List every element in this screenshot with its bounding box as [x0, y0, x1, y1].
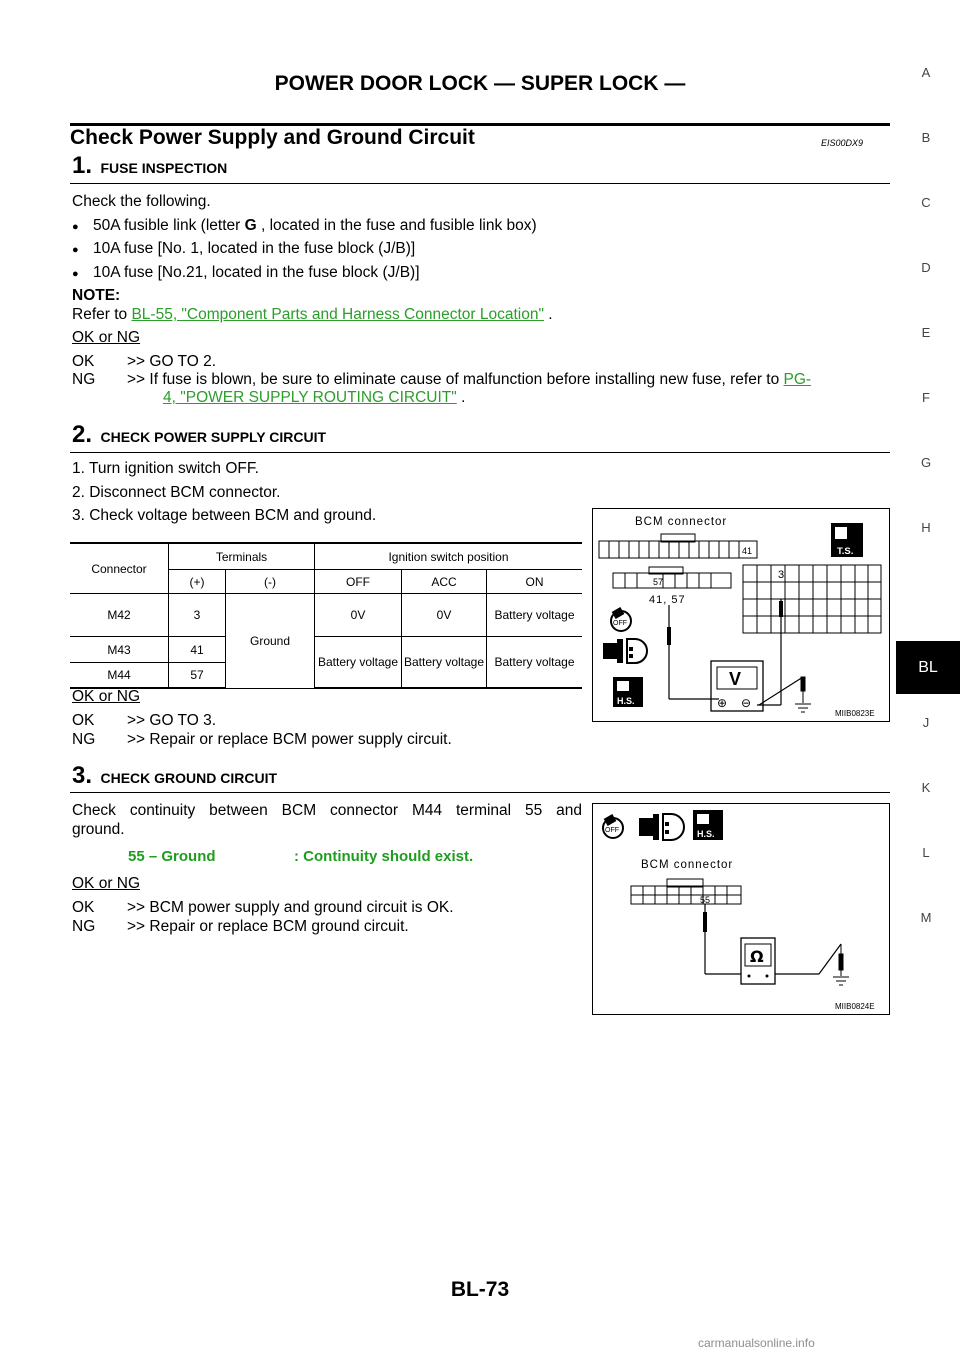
step-1-intro: Check the following.: [72, 193, 211, 210]
side-tab-k[interactable]: K: [921, 780, 931, 795]
ok-label: OK: [72, 712, 95, 729]
note-label: NOTE:: [72, 287, 121, 304]
table-header-ignition: Ignition switch position: [315, 543, 583, 570]
probe-wires: [705, 904, 841, 974]
bullet-dot-icon: ●: [72, 221, 79, 233]
probe-tip: [779, 601, 783, 617]
page-number: BL-73: [450, 1278, 510, 1301]
side-tab-c[interactable]: C: [921, 195, 931, 210]
side-tab-e[interactable]: E: [921, 325, 931, 340]
table-cell-acc: Battery voltage: [402, 637, 487, 689]
side-tab-b[interactable]: B: [921, 130, 931, 145]
ng-label: NG: [72, 371, 96, 388]
ohmmeter: [741, 938, 775, 984]
ignition-off-icon: [603, 814, 623, 838]
bullet-text-post: , located in the fuse and fusible link box): [256, 217, 537, 234]
table-cell-off: 0V: [315, 594, 402, 637]
ignition-off-text: OFF: [605, 827, 619, 834]
note-prefix: Refer to: [72, 306, 132, 323]
side-tab-f[interactable]: F: [922, 390, 930, 405]
table-row: [70, 594, 582, 637]
step-1-heading: [72, 152, 227, 180]
step-title: FUSE INSPECTION: [100, 160, 228, 176]
bullet-text: 10A fuse [No. 1, located in the fuse block (J/B)]: [92, 240, 416, 257]
table-header-row: [70, 543, 582, 570]
ground-symbol-icon: [833, 944, 849, 985]
step-2-item-2: 2. Disconnect BCM connector.: [72, 484, 281, 501]
bullet-item: [72, 264, 420, 282]
ng-result: [72, 918, 409, 936]
side-tab-h[interactable]: H: [921, 520, 931, 535]
harness-side-text: H.S.: [697, 829, 715, 839]
table-cell-terminal: 3: [169, 594, 226, 637]
table-cell-on: Battery voltage: [487, 637, 583, 689]
disconnect-connector-icon: [639, 814, 684, 840]
table-header-on: ON: [487, 570, 583, 594]
pins-label: 41, 57: [649, 594, 686, 606]
table-cell-acc: 0V: [402, 594, 487, 637]
diagram-title: BCM connector: [641, 859, 734, 871]
figure-code: MIIB0823E: [835, 709, 875, 718]
side-tab-g[interactable]: G: [920, 455, 932, 470]
table-header-terminals: Terminals: [169, 543, 315, 570]
step-3-text-line-2: ground.: [72, 821, 125, 838]
pin-41-label: 41: [742, 546, 753, 556]
bullet-item: [72, 240, 415, 258]
ohmmeter-symbol: Ω: [750, 947, 764, 966]
step-number: 3.: [72, 762, 93, 789]
step-3-text-line-1: Check continuity between BCM connector M44 terminal 55 and: [72, 802, 582, 819]
table-cell-connector: M43: [70, 637, 169, 663]
bullet-text: 10A fuse [No.21, located in the fuse block (J/B)]: [92, 264, 420, 281]
bullet-text-pre: 50A fusible link (letter: [92, 217, 245, 234]
table-header-connector: Connector: [70, 543, 169, 594]
step-title: CHECK POWER SUPPLY CIRCUIT: [100, 429, 327, 445]
bcm-voltage-diagram: [593, 509, 889, 721]
ok-label: OK: [72, 899, 95, 916]
table-cell-ground: Ground: [226, 594, 315, 689]
connector-upper: [599, 534, 757, 558]
harness-side-text: H.S.: [617, 696, 635, 706]
section-title: Check Power Supply and Ground Circuit: [70, 126, 475, 149]
note-text: [72, 306, 553, 324]
voltage-spec-table: [70, 542, 582, 689]
section-code: EIS00DX9: [821, 138, 864, 148]
terminal-side-icon: [831, 523, 863, 557]
bullet-dot-icon: ●: [72, 244, 79, 256]
side-tab-d[interactable]: D: [921, 260, 931, 275]
connector-middle: [613, 567, 731, 588]
side-tab-a[interactable]: A: [921, 65, 931, 80]
table-header-acc: ACC: [402, 570, 487, 594]
ng-suffix: .: [456, 389, 466, 406]
bcm-ground-diagram: [593, 804, 889, 1014]
table-cell-connector: M44: [70, 663, 169, 689]
ng-text: >> Repair or replace BCM power supply circuit.: [127, 731, 452, 748]
ng-result: [72, 371, 892, 389]
note-suffix: .: [543, 306, 553, 323]
ok-result: [72, 712, 216, 730]
figure-bcm-voltage-check: [592, 508, 890, 722]
note-link[interactable]: BL-55, "Component Parts and Harness Connector Location": [131, 306, 544, 323]
ng-result: [72, 731, 452, 749]
step-rule: [70, 183, 890, 184]
ng-text: >> If fuse is blown, be sure to eliminate cause of malfunction before installing new fuse, refer to: [127, 371, 784, 388]
ok-or-ng-label: OK or NG: [72, 875, 141, 892]
watermark: carmanualsonline.info: [698, 1336, 815, 1350]
ignition-off-icon: [611, 607, 631, 631]
side-tab-j[interactable]: J: [922, 715, 930, 730]
connector-bcm: [631, 879, 741, 904]
pin-3-label: 3: [778, 569, 785, 581]
ok-or-ng-label: OK or NG: [72, 329, 141, 346]
ng-link-part-2[interactable]: 4, "POWER SUPPLY ROUTING CIRCUIT": [163, 389, 457, 406]
disconnect-connector-icon: [603, 639, 647, 663]
probe-tip: [667, 627, 671, 645]
ng-link-part-1[interactable]: PG-: [783, 371, 812, 388]
voltmeter: [711, 661, 763, 711]
figure-code: MIIB0824E: [835, 1002, 875, 1011]
pin-57-label: 57: [653, 577, 664, 587]
side-tab-l[interactable]: L: [922, 845, 930, 860]
ok-text: >> GO TO 2.: [127, 353, 217, 370]
table-cell-off: Battery voltage: [315, 637, 402, 689]
step-3-heading: [72, 762, 277, 790]
ground-symbol-icon: [795, 677, 811, 712]
harness-side-icon: [693, 810, 723, 840]
table-cell-on: Battery voltage: [487, 594, 583, 637]
ok-result: [72, 353, 216, 371]
ng-text: >> Repair or replace BCM ground circuit.: [127, 918, 409, 935]
side-tab-bl-active[interactable]: BL: [896, 641, 960, 694]
step-rule: [70, 452, 890, 453]
page-header-title: POWER DOOR LOCK — SUPER LOCK —: [274, 72, 686, 95]
step-title: CHECK GROUND CIRCUIT: [100, 770, 278, 786]
ng-result-continued: [163, 389, 465, 407]
step-number: 2.: [72, 421, 93, 448]
side-tab-m[interactable]: M: [920, 910, 932, 925]
table-header-off: OFF: [315, 570, 402, 594]
ng-label: NG: [72, 918, 96, 935]
figure-bcm-ground-check: [592, 803, 890, 1015]
bullet-item: [72, 217, 537, 235]
table-cell-terminal: 41: [169, 637, 226, 663]
continuity-spec-right: : Continuity should exist.: [294, 848, 474, 865]
table-row: [70, 637, 582, 663]
ok-text: >> BCM power supply and ground circuit is OK.: [127, 899, 454, 916]
table-cell-terminal: 57: [169, 663, 226, 689]
ng-label: NG: [72, 731, 96, 748]
table-cell-connector: M42: [70, 594, 169, 637]
step-rule: [70, 792, 890, 793]
ok-text: >> GO TO 3.: [127, 712, 217, 729]
ok-result: [72, 899, 454, 917]
probe-tip: [703, 912, 707, 932]
ignition-off-text: OFF: [613, 620, 627, 627]
ok-or-ng-label: OK or NG: [72, 688, 141, 705]
harness-side-icon: [613, 677, 643, 707]
step-2-heading: [72, 421, 326, 449]
pin-55-label: 55: [700, 895, 711, 905]
connector-right: [743, 565, 881, 633]
table-header-minus: (-): [226, 570, 315, 594]
voltmeter-symbol: V: [729, 669, 742, 689]
step-2-item-1: 1. Turn ignition switch OFF.: [72, 460, 259, 477]
minus-terminal-icon: ⊖: [741, 696, 752, 710]
bullet-text-bold: G: [244, 217, 257, 234]
ok-label: OK: [72, 353, 95, 370]
bullet-dot-icon: ●: [72, 268, 79, 280]
step-2-item-3: 3. Check voltage between BCM and ground.: [72, 507, 377, 524]
step-number: 1.: [72, 152, 93, 179]
plus-terminal-icon: ⊕: [717, 696, 728, 710]
table-header-plus: (+): [169, 570, 226, 594]
continuity-spec-left: 55 – Ground: [128, 848, 216, 865]
terminal-side-text: T.S.: [837, 546, 854, 557]
diagram-title: BCM connector: [635, 516, 728, 528]
